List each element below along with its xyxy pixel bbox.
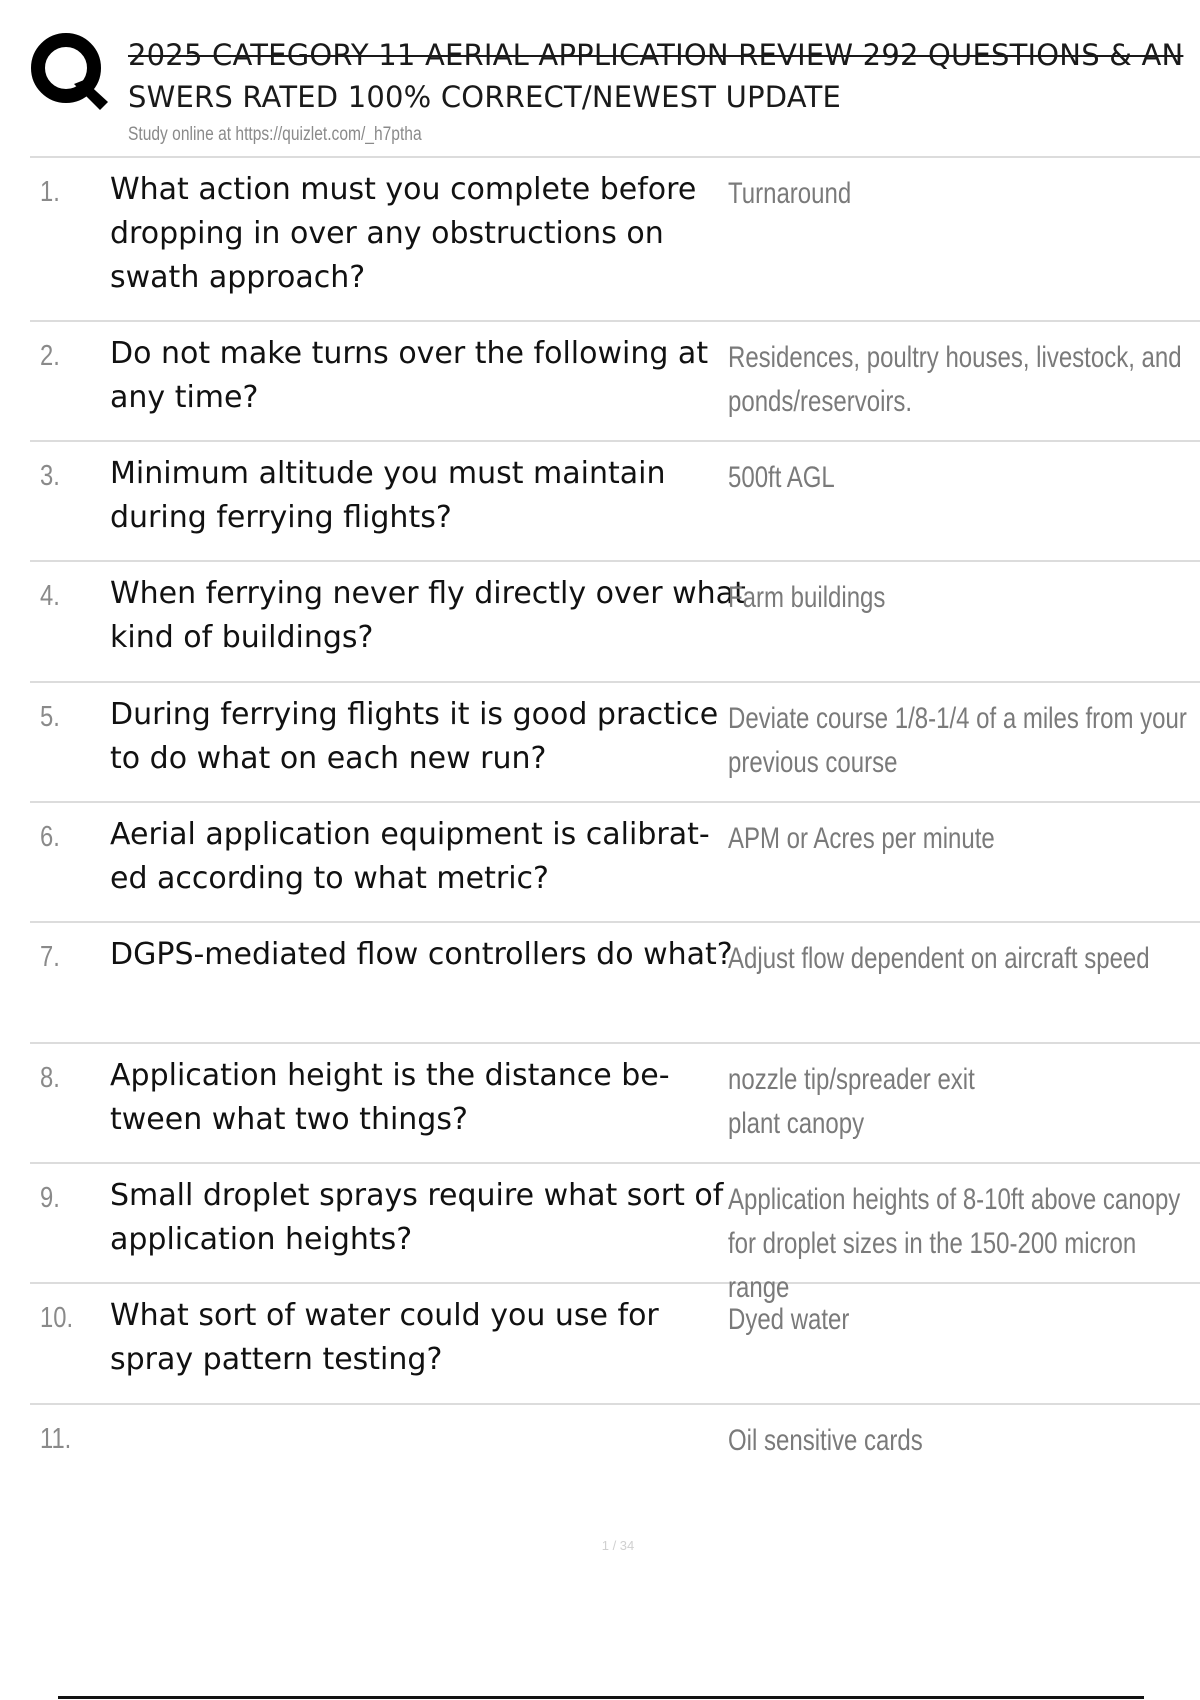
answer-text: Adjust flow dependent on aircraft speed: [728, 942, 1150, 975]
question-text: Aerial application equipment is calibrat- ed according to what metric?: [110, 817, 710, 896]
answer-text: Residences, poultry houses, livestock, and ponds/reservoirs.: [728, 341, 1182, 418]
qa-row: [30, 1284, 1200, 1405]
answer-text: Oil sensitive cards: [728, 1424, 923, 1457]
qa-list: [30, 158, 1200, 1505]
qa-row: [30, 1405, 1200, 1505]
question-number: 1.: [40, 176, 60, 208]
document-title-line-1: 2025 CATEGORY 11 AERIAL APPLICATION REVIEW 292 QUESTIONS & AN: [128, 38, 1184, 72]
question-text: During ferrying flights it is good practice to do what on each new run?: [110, 697, 719, 776]
study-online-link[interactable]: Study online at https://quizlet.com/_h7ptha: [128, 124, 422, 145]
qa-row: [30, 562, 1200, 683]
qa-row: [30, 1044, 1200, 1164]
question-number: 8.: [40, 1062, 60, 1094]
answer-text: Dyed water: [728, 1303, 850, 1336]
answer-text: APM or Acres per minute: [728, 822, 995, 855]
footer-divider: [58, 1696, 1144, 1699]
qa-row: [30, 322, 1200, 442]
question-number: 7.: [40, 941, 60, 973]
question-text: Small droplet sprays require what sort of application heights?: [110, 1178, 724, 1257]
question-number: 10.: [40, 1302, 74, 1334]
question-text: Application height is the distance be- tween what two things?: [110, 1058, 670, 1137]
question-text: Do not make turns over the following at any time?: [110, 336, 709, 415]
question-text: When ferrying never fly directly over what kind of buildings?: [110, 576, 746, 655]
answer-text: Application heights of 8-10ft above canopy for droplet sizes in the 150-200 micron range: [728, 1183, 1181, 1304]
question-text: What sort of water could you use for spray pattern testing?: [110, 1298, 659, 1377]
question-text: DGPS-mediated flow controllers do what?: [110, 937, 733, 972]
qa-row: [30, 803, 1200, 923]
question-number: 11.: [40, 1423, 72, 1455]
question-number: 4.: [40, 580, 60, 612]
answer-text: Farm buildings: [728, 581, 886, 614]
answer-text: Turnaround: [728, 177, 852, 210]
qa-row: [30, 442, 1200, 562]
qa-row: [30, 923, 1200, 1044]
qa-row: [30, 683, 1200, 803]
answer-text: 500ft AGL: [728, 461, 835, 494]
question-number: 2.: [40, 340, 60, 372]
question-text: What action must you complete before dropping in over any obstructions on swath approach?: [110, 172, 697, 295]
question-number: 5.: [40, 701, 60, 733]
question-number: 9.: [40, 1182, 60, 1214]
question-text: Minimum altitude you must maintain during ferrying flights?: [110, 456, 666, 535]
page-indicator: 1 / 34: [601, 1538, 635, 1553]
answer-text: nozzle tip/spreader exit plant canopy: [728, 1063, 975, 1140]
qa-row: [30, 1164, 1200, 1304]
qa-row: [30, 158, 1200, 322]
quizlet-logo-icon: [30, 30, 108, 112]
document-header: [128, 34, 1200, 146]
document-title-line-2: SWERS RATED 100% CORRECT/NEWEST UPDATE: [128, 80, 842, 114]
question-number: 6.: [40, 821, 60, 853]
answer-text: Deviate course 1/8-1/4 of a miles from your previous course: [728, 702, 1187, 779]
question-number: 3.: [40, 460, 60, 492]
